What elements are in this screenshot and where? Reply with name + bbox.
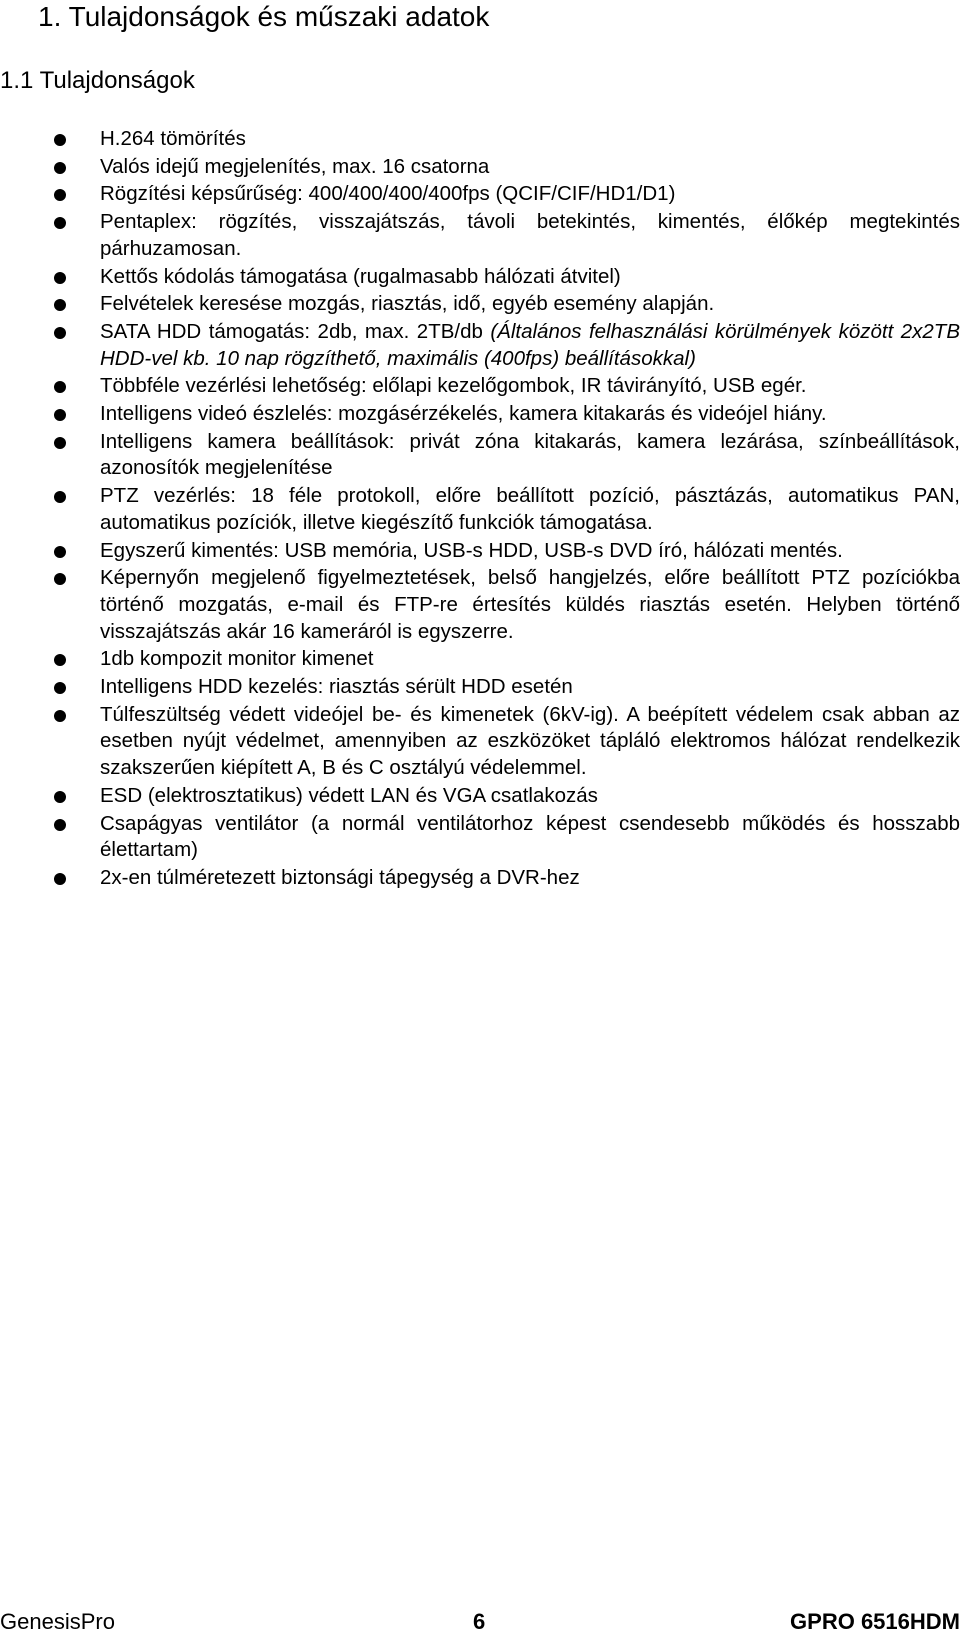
list-item-sata (54, 319, 960, 372)
list-item (54, 264, 960, 291)
bullet-icon (54, 546, 66, 558)
bullet-icon (54, 299, 66, 311)
bullet-icon (54, 327, 66, 339)
bullet-icon (54, 437, 66, 449)
bullet-icon (54, 381, 66, 393)
list-item-text: Intelligens kamera beállítások: privát zóna kitakarás, kamera lezárása, színbeállítások, azonosítók megjelenítése (100, 429, 960, 480)
list-item-text: Intelligens videó észlelés: mozgásérzékelés, kamera kitakarás és videójel hiány. (100, 402, 827, 426)
list-item (54, 674, 960, 701)
bullet-icon (54, 819, 66, 831)
bullet-icon (54, 710, 66, 722)
bullet-icon (54, 791, 66, 803)
bullet-icon (54, 873, 66, 885)
list-item-text: Képernyőn megjelenő figyelmeztetések, belső hangjelzés, előre beállított PTZ pozíciókba történő mozgatás, e-mail és FTP-re értesítés küldés riasztás esetén. Helyben történő visszajátszás akár 16 kameráról is egyszerre. (100, 566, 960, 643)
list-item (54, 181, 960, 208)
list-item-text: 2x-en túlméretezett biztonsági tápegység a DVR-hez (100, 865, 580, 889)
list-item (54, 646, 960, 673)
section-heading: 1. Tulajdonságok és műszaki adatok (38, 1, 490, 32)
bullet-icon (54, 654, 66, 666)
list-item (54, 811, 960, 864)
list-item-text: ESD (elektrosztatikus) védett LAN és VGA csatlakozás (100, 783, 598, 807)
bullet-icon (54, 217, 66, 229)
list-item (54, 154, 960, 181)
page-footer (0, 1607, 960, 1636)
list-item (54, 483, 960, 536)
list-item-text: PTZ vezérlés: 18 féle protokoll, előre beállított pozíció, pásztázás, automatikus PAN, automatikus pozíciók, illetve kiegészítő funkciók támogatása. (100, 484, 960, 534)
list-item (54, 209, 960, 262)
list-item-text: Rögzítési képsűrűség: 400/400/400/400fps (QCIF/CIF/HD1/D1) (100, 182, 676, 206)
list-item (54, 401, 960, 428)
bullet-icon (54, 573, 66, 585)
list-item-text (100, 319, 960, 372)
subsection-heading: 1.1 Tulajdonságok (0, 67, 195, 94)
sata-italic-text: (Általános felhasználási körülmények között 2x2TB HDD-vel kb. 10 nap rögzíthető, maximális (400fps) beállításokkal) (100, 319, 960, 370)
feature-list (54, 126, 960, 893)
list-item-text: Csapágyas ventilátor (a normál ventilátorhoz képest csendesebb működés és hosszabb élettartam) (100, 811, 960, 862)
list-item-text: Egyszerű kimentés: USB memória, USB-s HDD, USB-s DVD író, hálózati mentés. (100, 538, 843, 562)
list-item (54, 702, 960, 782)
list-item (54, 538, 960, 565)
bullet-icon (54, 162, 66, 174)
bullet-icon (54, 491, 66, 503)
list-item (54, 373, 960, 400)
bullet-icon (54, 409, 66, 421)
list-item-text: Túlfeszültség védett videójel be- és kimenetek (6kV-ig). A beépített védelem csak abban az esetben nyújt védelmet, amennyiben az eszközöket tápláló elektromos hálózat rendelkezik szakszerűen kiépített A, B és C osztályú védelemmel. (100, 702, 960, 780)
list-item-text: Valós idejű megjelenítés, max. 16 csatorna (100, 154, 490, 178)
list-item-text: Intelligens HDD kezelés: riasztás sérült HDD esetén (100, 675, 573, 699)
list-item (54, 126, 960, 153)
list-item (54, 565, 960, 645)
list-item (54, 291, 960, 318)
footer-page-number: 6 (473, 1609, 486, 1634)
bullet-icon (54, 134, 66, 146)
list-item (54, 429, 960, 482)
list-item-text: Felvételek keresése mozgás, riasztás, idő, egyéb esemény alapján. (100, 292, 715, 316)
list-item-text: H.264 tömörítés (100, 127, 246, 150)
list-item-text: Többféle vezérlési lehetőség: előlapi kezelőgombok, IR távirányító, USB egér. (100, 374, 807, 398)
footer-brand: GenesisPro (0, 1609, 115, 1634)
sata-regular-text: SATA HDD támogatás: 2db, max. 2TB/db (100, 319, 491, 343)
list-item-text: Pentaplex: rögzítés, visszajátszás, távoli betekintés, kimentés, élőkép megtekintés párhuzamosan. (100, 210, 960, 260)
list-item (54, 783, 960, 810)
bullet-icon (54, 189, 66, 201)
bullet-icon (54, 682, 66, 694)
footer-model: GPRO 6516HDM (790, 1609, 960, 1634)
list-item-text: 1db kompozit monitor kimenet (100, 647, 374, 671)
bullet-icon (54, 272, 66, 284)
list-item-text: Kettős kódolás támogatása (rugalmasabb hálózati átvitel) (100, 264, 621, 288)
list-item (54, 865, 960, 892)
